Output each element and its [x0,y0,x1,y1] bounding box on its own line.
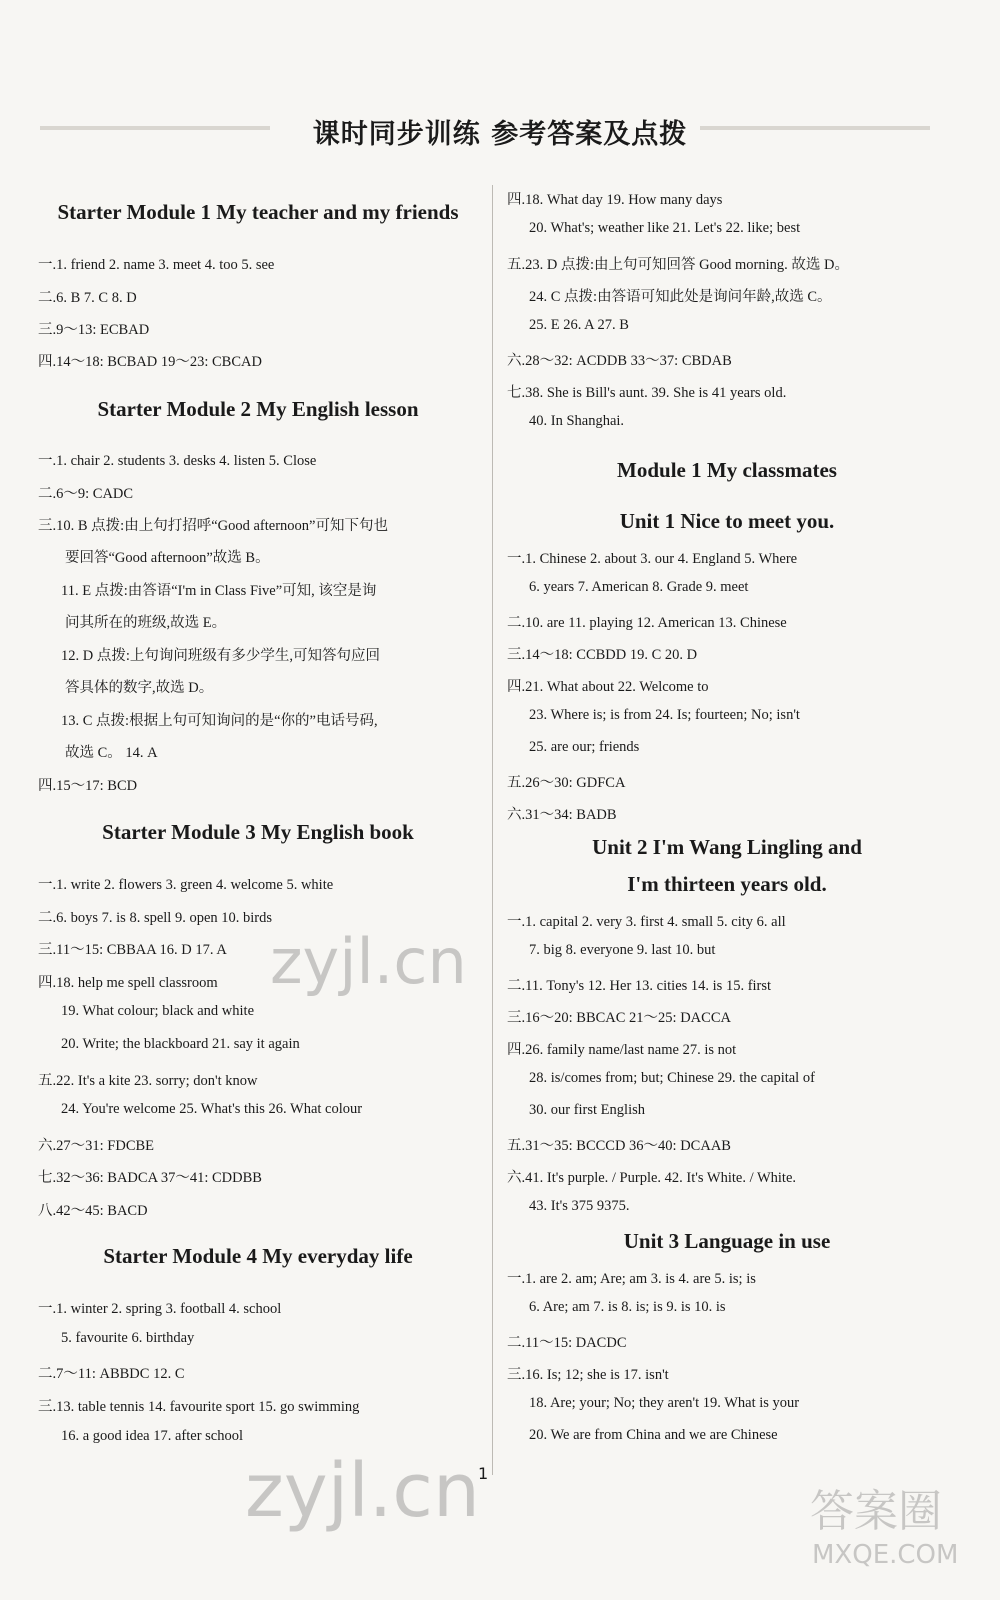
answer-line: 四.26. family name/last name 27. is not [507,1042,737,1058]
answer-line: 六.31～34: BADB [507,807,617,823]
answer-line: 一.1. write 2. flowers 3. green 4. welcome 5. white [38,877,334,893]
answer-line: 三.9～13: ECBAD [38,322,150,338]
answer-line: 25. are our; friends [529,739,640,755]
unit-title: Unit 1 Nice to meet you. [619,509,835,533]
answer-line: 七.38. She is Bill's aunt. 39. She is 41 years old. [507,385,787,401]
unit-title: I'm thirteen years old. [627,872,827,896]
answer-line: 二.6. B 7. C 8. D [38,290,137,306]
answer-line: 五.31～35: BCCCD 36～40: DCAAB [507,1138,731,1154]
answer-line: 四.18. help me spell classroom [38,975,218,991]
answer-line: 一.1. are 2. am; Are; am 3. is 4. are 5. is; is [507,1271,756,1287]
watermark: zyjl.cn [245,1448,480,1534]
answer-line: 五.23. D 点拨:由上句可知回答 Good morning. 故选 D。 [507,257,849,273]
answer-line: 12. D 点拨:上句询问班级有多少学生,可知答句应回 [61,648,380,664]
answer-line: 问其所在的班级,故选 E。 [65,615,227,631]
answer-line: 二.6～9: CADC [38,486,134,502]
answer-line: 30. our first English [529,1102,645,1118]
answer-line: 5. favourite 6. birthday [61,1330,195,1346]
answer-line: 三.11～15: CBBAA 16. D 17. A [38,942,227,958]
unit-title: Unit 2 I'm Wang Lingling and [592,835,862,859]
answer-line: 二.11. Tony's 12. Her 13. cities 14. is 15. first [507,978,772,994]
answer-line: 三.14～18: CCBDD 19. C 20. D [507,647,698,663]
answer-line: 7. big 8. everyone 9. last 10. but [529,942,716,958]
answer-line: 一.1. chair 2. students 3. desks 4. listen 5. Close [38,453,317,469]
answer-line: 6. Are; am 7. is 8. is; is 9. is 10. is [529,1299,726,1315]
answer-line: 一.1. winter 2. spring 3. football 4. school [38,1301,282,1317]
answer-line: 20. Write; the blackboard 21. say it again [61,1036,300,1052]
answer-line: 23. Where is; is from 24. Is; fourteen; No; isn't [529,707,800,723]
watermark: MXQE.COM [812,1540,959,1570]
answer-line: 四.18. What day 19. How many days [507,192,723,208]
answer-line: 二.7～11: ABBDC 12. C [38,1366,185,1382]
answer-line: 七.32～36: BADCA 37～41: CDDBB [38,1170,262,1186]
answer-line: 24. You're welcome 25. What's this 26. What colour [61,1101,363,1117]
answer-line: 二.10. are 11. playing 12. American 13. Chinese [507,615,787,631]
answer-line: 六.41. It's purple. / Purple. 42. It's White. / White. [507,1170,797,1186]
answer-line: 二.6. boys 7. is 8. spell 9. open 10. birds [38,910,273,926]
unit-title: Unit 3 Language in use [623,1229,831,1253]
answer-line: 24. C 点拨:由答语可知此处是询问年龄,故选 C。 [529,289,832,305]
answer-line: 四.14～18: BCBAD 19～23: CBCAD [38,354,262,370]
answer-line: 四.15～17: BCD [38,778,138,794]
answer-line: 一.1. Chinese 2. about 3. our 4. England 5. Where [507,551,798,567]
answer-line: 六.27～31: FDCBE [38,1138,155,1154]
answer-line: 二.11～15: DACDC [507,1335,627,1351]
answer-line: 6. years 7. American 8. Grade 9. meet [529,579,749,595]
section-title: Starter Module 1 My teacher and my friends [57,200,459,224]
answer-line: 五.22. It's a kite 23. sorry; don't know [38,1073,258,1089]
answer-line: 三.10. B 点拨:由上句打招呼“Good afternoon”可知下句也 [38,518,388,534]
answer-line: 六.28～32: ACDDB 33～37: CBDAB [507,353,732,369]
answer-line: 43. It's 375 9375. [529,1198,630,1214]
section-title: Starter Module 3 My English book [102,820,414,844]
answer-line: 故选 C。 14. A [65,745,158,761]
answer-line: 四.21. What about 22. Welcome to [507,679,709,695]
answer-line: 13. C 点拨:根据上句可知询问的是“你的”电话号码, [61,713,378,729]
answer-line: 18. Are; your; No; they aren't 19. What is your [529,1395,800,1411]
answer-line: 25. E 26. A 27. B [529,317,629,333]
answer-line: 11. E 点拨:由答语“I'm in Class Five”可知, 该空是询 [61,583,377,599]
answer-line: 八.42～45: BACD [38,1203,148,1219]
answer-line: 一.1. friend 2. name 3. meet 4. too 5. see [38,257,275,273]
column-divider [492,185,493,1475]
answer-line: 19. What colour; black and white [61,1003,255,1019]
answer-line: 三.13. table tennis 14. favourite sport 15. go swimming [38,1399,360,1415]
watermark: 答案圈 [810,1486,942,1537]
answer-line: 40. In Shanghai. [529,413,625,429]
section-title: Starter Module 4 My everyday life [103,1244,413,1268]
answer-line: 要回答“Good afternoon”故选 B。 [65,550,270,566]
answer-line: 16. a good idea 17. after school [61,1428,244,1444]
answer-line: 三.16～20: BBCAC 21～25: DACCA [507,1010,731,1026]
answer-line: 28. is/comes from; but; Chinese 29. the capital of [529,1070,815,1086]
watermark: zyjl.cn [270,925,467,998]
module-title: Module 1 My classmates [617,458,837,482]
page-number: 1 [478,1464,489,1483]
answer-line: 20. What's; weather like 21. Let's 22. like; best [529,220,801,236]
answer-line: 五.26～30: GDFCA [507,775,626,791]
answer-line: 答具体的数字,故选 D。 [65,680,214,696]
page-title: 课时同步训练 参考答案及点拨 [312,119,688,150]
answer-line: 三.16. Is; 12; she is 17. isn't [507,1367,669,1383]
answer-line: 一.1. capital 2. very 3. first 4. small 5. city 6. all [507,914,786,930]
section-title: Starter Module 2 My English lesson [97,397,419,421]
answer-line: 20. We are from China and we are Chinese [529,1427,778,1443]
